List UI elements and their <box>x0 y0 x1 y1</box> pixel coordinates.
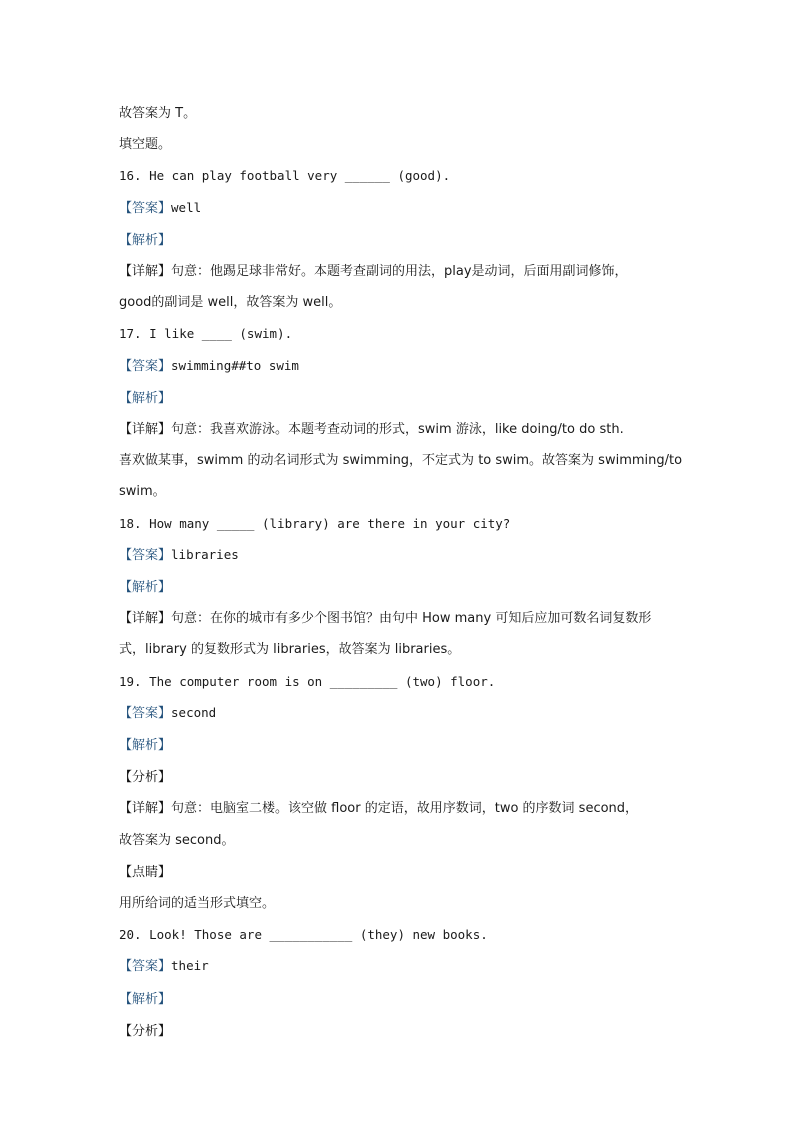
detail-19-cont: 故答案为 second。 <box>119 832 235 848</box>
analysis-tag: 【解析】 <box>119 232 172 248</box>
text-line: 填空题。 <box>119 137 172 153</box>
question-18: 18. How many _____ (library) are there in your city? <box>119 515 511 531</box>
answer-16: 【答案】well <box>119 199 202 216</box>
detail-17-cont: swim。 <box>119 484 166 500</box>
detail-17: 【详解】句意：我喜欢游泳。本题考查动词的形式，swim 游泳，like doing/to do sth. <box>119 422 624 438</box>
detail-17-cont: 喜欢做某事，swimm 的动名词形式为 swimming，不定式为 to swim。故答案为 swimming/to <box>119 453 683 469</box>
analysis-tag: 【解析】 <box>119 580 172 596</box>
question-19: 19. The computer room is on _________ (two) floor. <box>119 673 496 689</box>
analysis-tag: 【解析】 <box>119 738 172 754</box>
analysis-tag-line <box>119 224 679 256</box>
analysis-tag: 【解析】 <box>119 991 172 1007</box>
text-line: 用所给词的适当形式填空。 <box>119 896 276 912</box>
detail-tag: 【详解】 <box>119 422 172 438</box>
text-line: 故答案为 T。 <box>119 106 197 121</box>
fenxi-tag: 【分析】 <box>119 1023 172 1039</box>
analysis-tag-line <box>119 729 679 761</box>
fenxi-tag: 【分析】 <box>119 770 172 786</box>
detail-18-cont: 式，library 的复数形式为 libraries，故答案为 libraries。 <box>119 642 461 658</box>
dianjing-tag: 【点睛】 <box>119 864 172 880</box>
detail-18: 【详解】句意：在你的城市有多少个图书馆？由句中 How many 可知后应加可数名词复数形 <box>119 611 652 627</box>
document-body <box>119 98 683 1047</box>
answer-tag: 【答案】 <box>119 959 172 975</box>
analysis-tag-line <box>119 571 679 603</box>
fenxi-tag-line <box>119 1015 679 1047</box>
detail-16: 【详解】句意：他踢足球非常好。本题考查副词的用法，play是动词，后面用副词修饰， <box>119 264 628 280</box>
question-16: 16. He can play football very ______ (good). <box>119 168 451 184</box>
detail-tag: 【详解】 <box>119 611 172 627</box>
answer-tag: 【答案】 <box>119 358 172 374</box>
answer-19: 【答案】second <box>119 704 217 721</box>
question-17: 17. I like ____ (swim). <box>119 326 293 342</box>
answer-tag: 【答案】 <box>119 547 172 563</box>
dianjing-tag-line <box>119 856 679 888</box>
question-20: 20. Look! Those are ___________ (they) new books. <box>119 927 488 943</box>
detail-19: 【详解】句意：电脑室二楼。该空做 floor 的定语，故用序数词，two 的序数词 second， <box>119 801 639 817</box>
answer-17: 【答案】swimming##to swim <box>119 357 299 374</box>
detail-tag: 【详解】 <box>119 264 172 280</box>
analysis-tag: 【解析】 <box>119 390 172 406</box>
detail-tag: 【详解】 <box>119 801 172 817</box>
answer-20: 【答案】their <box>119 958 209 975</box>
detail-16-cont: good的副词是 well，故答案为 well。 <box>119 295 342 311</box>
analysis-tag-line <box>119 983 679 1015</box>
answer-tag: 【答案】 <box>119 705 172 721</box>
answer-tag: 【答案】 <box>119 200 172 216</box>
answer-18: 【答案】libraries <box>119 546 239 563</box>
analysis-tag-line <box>119 382 679 414</box>
fenxi-tag-line <box>119 761 679 793</box>
